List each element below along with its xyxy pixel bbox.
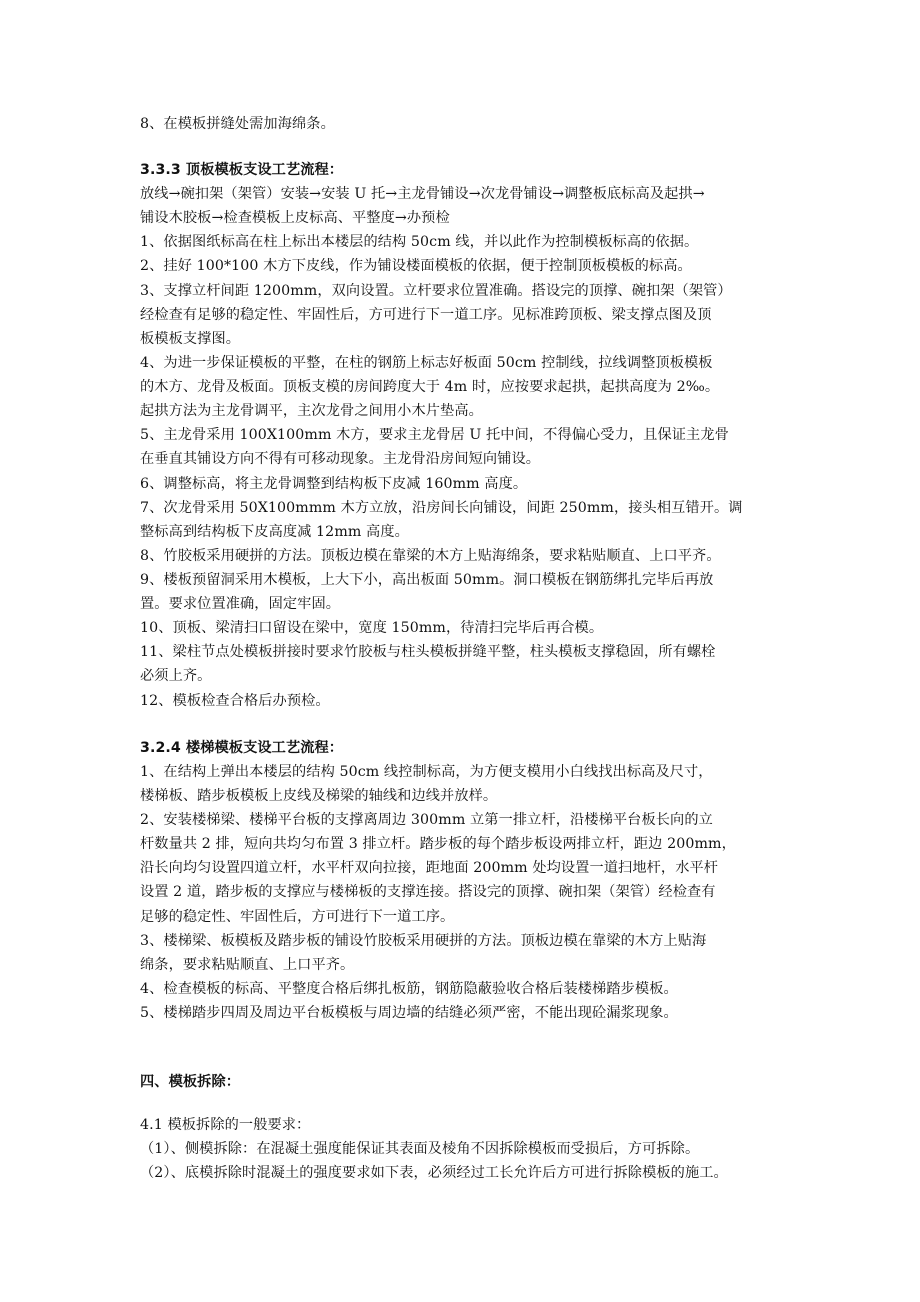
section-333-text-line: 11、梁柱节点处模板拼接时要求竹胶板与柱头模板拼缝平整，柱头模板支撑稳固，所有螺栓 <box>140 644 716 660</box>
section-324-text-line: 4、检查模板的标高、平整度合格后绑扎板筋，钢筋隐蔽验收合格后装楼梯踏步模板。 <box>140 981 678 997</box>
section-324-text-line: 设置 2 道，踏步板的支撑应与楼梯板的支撑连接。搭设完的顶撑、碗扣架（架管）经检查有 <box>140 884 716 900</box>
section-333-text-line: 12、模板检查合格后办预检。 <box>140 693 330 709</box>
section-333-text-line: 经检查有足够的稳定性、牢固性后，方可进行下一道工序。见标准跨顶板、梁支撑点图及顶 <box>140 307 712 323</box>
section-333-text-line: 3、支撑立杆间距 1200mm，双向设置。立杆要求位置准确。搭设完的顶撑、碗扣架（架管） <box>140 283 732 299</box>
section-333-text-line: 置。要求位置准确，固定牢固。 <box>140 596 341 612</box>
section-333-text-line: 在垂直其铺设方向不得有可移动现象。主龙骨沿房间短向铺设。 <box>140 451 541 467</box>
section-324-text-line: 绵条，要求粘贴顺直、上口平齐。 <box>140 957 355 973</box>
section-333-text-line: 整标高到结构板下皮高度减 12mm 高度。 <box>140 524 409 540</box>
section-333-text-line: 10、顶板、梁清扫口留设在梁中，宽度 150mm，待清扫完毕后再合模。 <box>140 620 604 636</box>
section-333-text-line: 8、竹胶板采用硬拼的方法。顶板边模在靠梁的木方上贴海绵条，要求粘贴顺直、上口平齐。 <box>140 548 721 564</box>
section-324-text-line: 楼梯板、踏步板模板上皮线及梯梁的轴线和边线并放样。 <box>140 788 498 804</box>
section-333-heading: 3.3.3 顶板模板支设工艺流程： <box>140 162 344 178</box>
section-333-flow-line-1: 放线→碗扣架（架管）安装→安装 U 托→主龙骨铺设→次龙骨铺设→调整板底标高及起拱→ <box>140 186 705 202</box>
section-324-text-line: 沿长向均匀设置四道立杆，水平杆双向拉接，距地面 200mm 处均设置一道扫地杆，水平杆 <box>140 860 719 876</box>
section-333-text-line: 板模板支撑图。 <box>140 331 241 347</box>
section-324-text-line: 1、在结构上弹出本楼层的结构 50cm 线控制标高，为方便支模用小白线找出标高及尺寸， <box>140 764 713 780</box>
section-324-heading: 3.2.4 楼梯模板支设工艺流程： <box>140 740 344 756</box>
section-333-text-line: 必须上齐。 <box>140 668 212 684</box>
section-324-text-line: 足够的稳定性、牢固性后，方可进行下一道工序。 <box>140 909 455 925</box>
section-333-text-line: 1、依据图纸标高在柱上标出本楼层的结构 50cm 线，并以此作为控制模板标高的依据。 <box>140 234 699 250</box>
section-333-flow-line-2: 铺设木胶板→检查模板上皮标高、平整度→办预检 <box>140 210 450 226</box>
section-4-text-line: （2）、底模拆除时混凝土的强度要求如下表，必须经过工长允许后方可进行拆除模板的施工。 <box>140 1165 728 1181</box>
section-324-text-line: 3、楼梯梁、板模板及踏步板的铺设竹胶板采用硬拼的方法。顶板边模在靠梁的木方上贴海 <box>140 933 707 949</box>
section-333-text-line: 7、次龙骨采用 50X100mmm 木方立放，沿房间长向铺设，间距 250mm，接头相互错开。调 <box>140 500 743 516</box>
section-333-text-line: 2、挂好 100*100 木方下皮线，作为铺设楼面模板的依据，便于控制顶板模板的标高。 <box>140 258 692 274</box>
section-324-text-line: 2、安装楼梯梁、楼梯平台板的支撑离周边 300mm 立第一排立杆，沿楼梯平台板长向的立 <box>140 812 713 828</box>
intro-item-8: 8、在模板拼缝处需加海绵条。 <box>140 116 335 132</box>
section-324-text-line: 杆数量共 2 排，短向共均匀布置 3 排立杆。踏步板的每个踏步板设两排立杆，距边 200mm， <box>140 836 736 852</box>
section-333-text-line: 9、楼板预留洞采用木模板，上大下小，高出板面 50mm。洞口模板在钢筋绑扎完毕后再放 <box>140 572 714 588</box>
section-333-text-line: 5、主龙骨采用 100X100mm 木方，要求主龙骨居 U 托中间，不得偏心受力，且保证主龙骨 <box>140 427 729 443</box>
section-333-text-line: 起拱方法为主龙骨调平，主次龙骨之间用小木片垫高。 <box>140 403 483 419</box>
section-4-sub-heading: 4.1 模板拆除的一般要求： <box>140 1117 311 1133</box>
section-333-text-line: 4、为进一步保证模板的平整，在柱的钢筋上标志好板面 50cm 控制线，拉线调整顶板模板 <box>140 355 713 371</box>
section-4-text-line: （1）、侧模拆除：在混凝土强度能保证其表面及棱角不因拆除模板而受损后，方可拆除。 <box>140 1141 700 1157</box>
section-4-heading: 四、模板拆除： <box>140 1074 241 1090</box>
section-333-text-line: 6、调整标高，将主龙骨调整到结构板下皮减 160mm 高度。 <box>140 476 528 492</box>
section-324-text-line: 5、楼梯踏步四周及周边平台板模板与周边墙的结缝必须严密，不能出现砼漏浆现象。 <box>140 1005 678 1021</box>
section-333-text-line: 的木方、龙骨及板面。顶板支模的房间跨度大于 4m 时，应按要求起拱，起拱高度为 2‰。 <box>140 379 720 395</box>
